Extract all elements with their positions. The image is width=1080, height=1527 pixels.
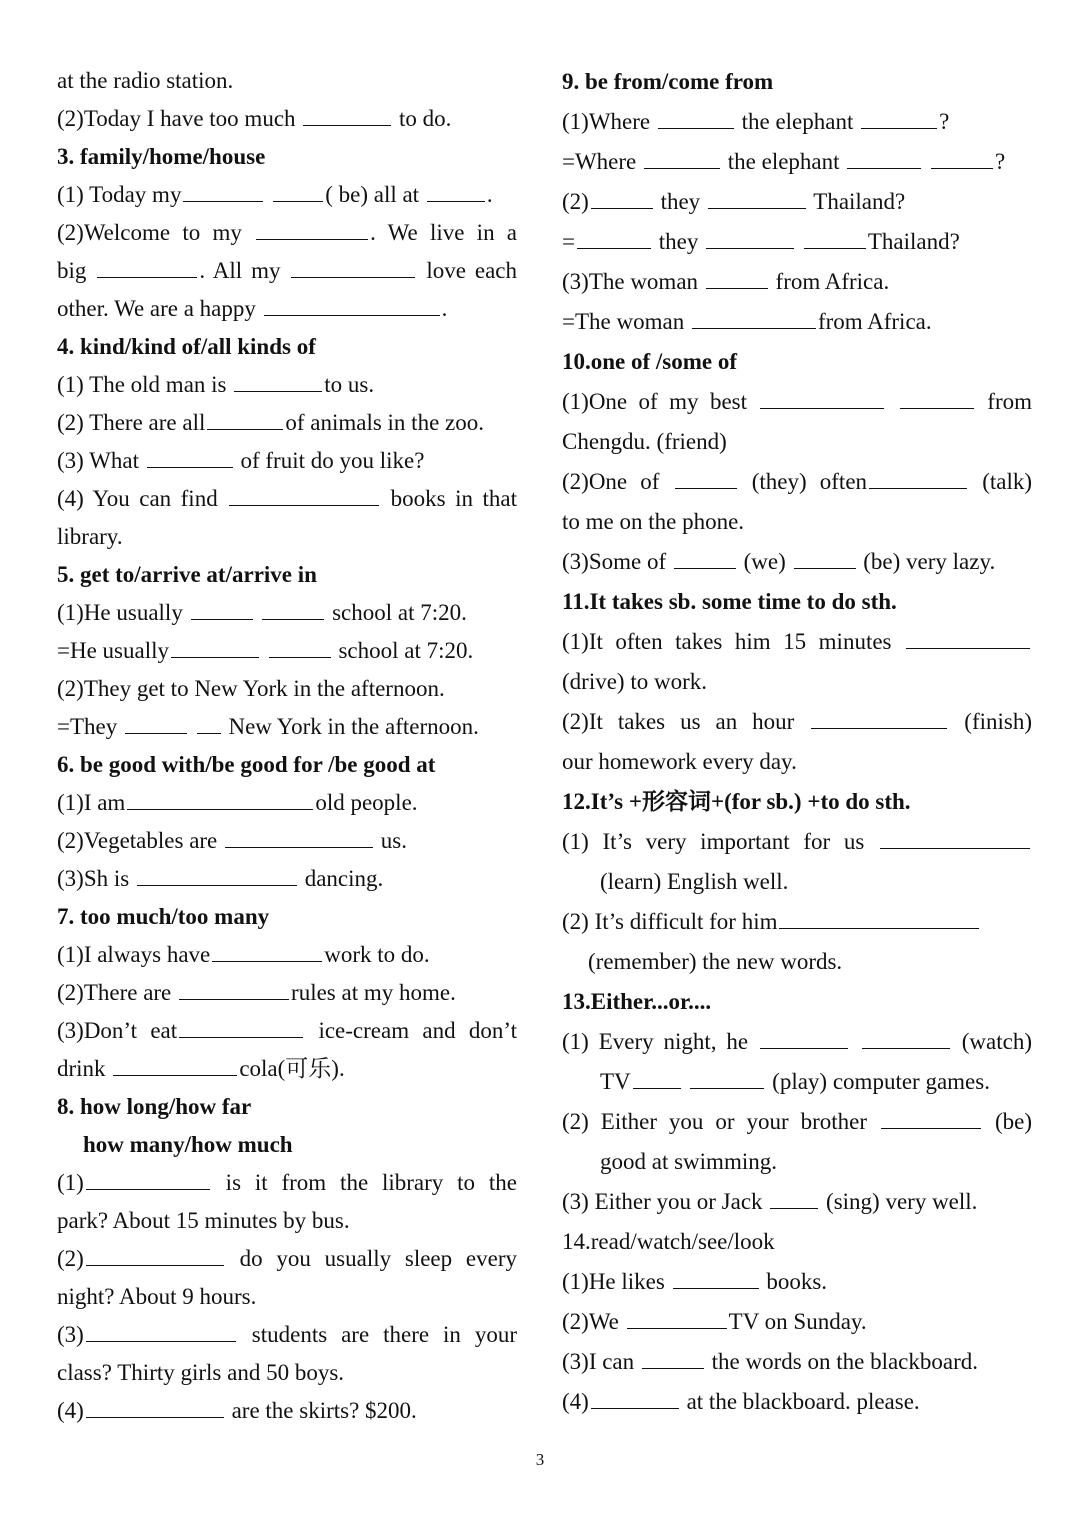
line-text: (4) (562, 1389, 589, 1414)
line-text: 13.Either...or.... (562, 989, 712, 1014)
line-text: how many/how much (83, 1132, 293, 1157)
line-text: 6. be good with/be good for /be good at (57, 752, 436, 777)
answer-blank[interactable] (644, 146, 720, 169)
exercise-line (562, 1342, 1032, 1382)
line-text: (2)Today I have too much (57, 106, 302, 131)
answer-blank[interactable] (577, 226, 651, 249)
line-text: class? Thirty girls and 50 boys. (57, 1360, 345, 1385)
exercise-line (562, 902, 1032, 942)
answer-blank[interactable] (137, 863, 297, 886)
exercise-line (57, 518, 517, 556)
answer-blank[interactable] (183, 179, 263, 202)
section-heading (57, 328, 517, 366)
exercise-line (562, 822, 1032, 862)
exercise-line (57, 480, 517, 518)
line-text: TV (600, 1069, 631, 1094)
section-heading (57, 1088, 517, 1126)
line-text: ice-cream and don’t (305, 1018, 517, 1043)
exercise-line (562, 1302, 1032, 1342)
answer-blank[interactable] (191, 597, 253, 620)
line-text: big (57, 258, 96, 283)
line-text: 5. get to/arrive at/arrive in (57, 562, 317, 587)
line-text: are the skirts? $200. (225, 1398, 417, 1423)
exercise-line (57, 974, 517, 1012)
line-text: =Where (562, 149, 643, 174)
line-text: do you usually sleep every (225, 1246, 517, 1271)
answer-blank[interactable] (633, 1066, 681, 1089)
line-text: dancing. (298, 866, 384, 891)
line-text (265, 182, 271, 207)
line-text: (3) Either you or Jack (562, 1189, 769, 1214)
section-heading (562, 782, 1032, 822)
answer-blank[interactable] (779, 906, 979, 929)
exercise-line (562, 662, 1032, 702)
answer-blank[interactable] (658, 106, 734, 129)
exercise-line (562, 1062, 1032, 1102)
line-text: the words on the blackboard. (705, 1349, 978, 1374)
exercise-line (57, 214, 517, 252)
answer-blank[interactable] (675, 466, 737, 489)
line-text: =The woman (562, 309, 690, 334)
line-text: 4. kind/kind of/all kinds of (57, 334, 316, 359)
answer-blank[interactable] (770, 1186, 818, 1209)
exercise-line (562, 222, 1032, 262)
line-text: (be) very lazy. (857, 549, 996, 574)
line-text: (1)I always have (57, 942, 211, 967)
line-text: (2) Either you or your brother (562, 1109, 879, 1134)
answer-blank[interactable] (869, 466, 967, 489)
answer-blank[interactable] (674, 546, 736, 569)
line-text: the elephant (722, 149, 846, 174)
line-text: from (975, 389, 1032, 414)
line-text: from Africa. (817, 309, 932, 334)
answer-blank[interactable] (179, 1015, 303, 1038)
exercise-line (57, 290, 517, 328)
answer-blank[interactable] (256, 217, 368, 240)
answer-blank[interactable] (125, 711, 187, 734)
answer-blank[interactable] (880, 826, 1030, 849)
line-text: (2)It takes us an hour (562, 709, 810, 734)
exercise-line (57, 936, 517, 974)
line-text (683, 1069, 689, 1094)
line-text: (2) (562, 189, 589, 214)
exercise-line (562, 1022, 1032, 1062)
line-text: (2)One of (562, 469, 673, 494)
line-text (261, 638, 267, 663)
line-text: (drive) to work. (562, 669, 707, 694)
line-text: (talk) (969, 469, 1032, 494)
line-text (886, 389, 897, 414)
line-text: books in that (381, 486, 517, 511)
exercise-line (562, 942, 1032, 982)
line-text: (1)It often takes him 15 minutes (562, 629, 904, 654)
answer-blank[interactable] (900, 386, 974, 409)
line-text: (4) (57, 1398, 84, 1423)
line-text: park? About 15 minutes by bus. (57, 1208, 350, 1233)
line-text: (3)I can (562, 1349, 640, 1374)
line-text: (1) Every night, he (562, 1029, 758, 1054)
line-text: = (562, 229, 575, 254)
line-text: (watch) (951, 1029, 1032, 1054)
section-heading (57, 1126, 517, 1164)
exercise-line (562, 422, 1032, 462)
answer-blank[interactable] (706, 266, 768, 289)
line-text: (4) You can find (57, 486, 228, 511)
exercise-line (562, 622, 1032, 662)
line-text: . All my (199, 258, 290, 283)
line-text: is it from the library to the (211, 1170, 517, 1195)
line-text: students are there in your (237, 1322, 517, 1347)
line-text: (we) (737, 549, 792, 574)
section-heading (57, 746, 517, 784)
section-heading (562, 62, 1032, 102)
line-text: (finish) (949, 709, 1032, 734)
answer-blank[interactable] (127, 787, 313, 810)
exercise-line (562, 1142, 1032, 1182)
section-heading (562, 982, 1032, 1022)
answer-blank[interactable] (862, 1026, 950, 1049)
section-heading (57, 556, 517, 594)
answer-blank[interactable] (642, 1346, 704, 1369)
exercise-line (57, 1164, 517, 1202)
exercise-line (57, 100, 517, 138)
line-text: Chengdu. (friend) (562, 429, 727, 454)
line-text (850, 1029, 860, 1054)
line-text: =He usually (57, 638, 169, 663)
exercise-line (57, 1240, 517, 1278)
line-text: 10.one of /some of (562, 349, 738, 374)
answer-blank[interactable] (197, 711, 221, 734)
answer-blank[interactable] (673, 1266, 759, 1289)
line-text: 3. family/home/house (57, 144, 266, 169)
answer-blank[interactable] (627, 1306, 727, 1329)
line-text: 8. how long/how far (57, 1094, 252, 1119)
answer-blank[interactable] (225, 825, 373, 848)
line-text: . We live in a (370, 220, 517, 245)
answer-blank[interactable] (113, 1053, 237, 1076)
line-text: library. (57, 524, 123, 549)
section-heading (57, 898, 517, 936)
answer-blank[interactable] (811, 706, 947, 729)
exercise-line (57, 1202, 517, 1240)
answer-blank[interactable] (591, 186, 653, 209)
answer-blank[interactable] (147, 445, 233, 468)
line-text: (3) (57, 1322, 84, 1347)
exercise-line (57, 1392, 517, 1430)
line-text: (1)One of my best (562, 389, 759, 414)
answer-blank[interactable] (804, 226, 866, 249)
line-text: (3)Don’t eat (57, 1018, 178, 1043)
line-text: us. (375, 828, 407, 853)
line-text: (3)Some of (562, 549, 672, 574)
answer-blank[interactable] (692, 306, 816, 329)
exercise-line (562, 1102, 1032, 1142)
answer-blank[interactable] (906, 626, 1030, 649)
line-text: (1) (57, 1170, 84, 1195)
line-text: Thailand? (807, 189, 906, 214)
line-text: drink (57, 1056, 112, 1081)
line-text: school at 7:20. (332, 638, 474, 663)
exercise-line (57, 1050, 517, 1088)
answer-blank[interactable] (212, 939, 322, 962)
line-text: (1)He likes (562, 1269, 671, 1294)
exercise-line (562, 102, 1032, 142)
answer-blank[interactable] (269, 635, 331, 658)
line-text: rules at my home. (291, 980, 456, 1005)
line-text: of animals in the zoo. (285, 410, 484, 435)
answer-blank[interactable] (86, 1243, 224, 1266)
exercise-line (562, 862, 1032, 902)
exercise-line (562, 182, 1032, 222)
exercise-line (57, 670, 517, 708)
line-text: (remember) the new words. (588, 949, 843, 974)
line-text: (2)They get to New York in the afternoon. (57, 676, 445, 701)
answer-blank[interactable] (760, 386, 884, 409)
line-text: (1) Today my (57, 182, 182, 207)
line-text: (3)The woman (562, 269, 704, 294)
exercise-line (562, 262, 1032, 302)
line-text: TV on Sunday. (728, 1309, 867, 1334)
answer-blank[interactable] (303, 103, 391, 126)
line-text: at the radio station. (57, 68, 234, 93)
line-text: ( be) all at (325, 182, 425, 207)
exercise-line (562, 302, 1032, 342)
exercise-line (57, 1012, 517, 1050)
exercise-line (57, 594, 517, 632)
answer-blank[interactable] (760, 1026, 848, 1049)
line-text: other. We are a happy (57, 296, 262, 321)
line-text: cola(可乐). (239, 1056, 345, 1081)
line-text: (2) (57, 1246, 84, 1271)
exercise-line (57, 1278, 517, 1316)
answer-blank[interactable] (86, 1319, 236, 1342)
exercise-line (57, 62, 517, 100)
exercise-line (57, 442, 517, 480)
answer-blank[interactable] (262, 597, 324, 620)
line-text: . (441, 296, 448, 321)
exercise-line (562, 1222, 1032, 1262)
line-text: Thailand? (867, 229, 960, 254)
exercise-line (57, 366, 517, 404)
line-text: (1)I am (57, 790, 126, 815)
answer-blank[interactable] (179, 977, 289, 1000)
line-text: to do. (393, 106, 452, 131)
answer-blank[interactable] (591, 1386, 679, 1409)
line-text: (learn) English well. (600, 869, 789, 894)
page-number: 3 (535, 1450, 545, 1469)
line-text: the elephant (735, 109, 860, 134)
answer-blank[interactable] (708, 186, 806, 209)
exercise-line (57, 708, 517, 746)
answer-blank[interactable] (427, 179, 485, 202)
answer-blank[interactable] (794, 546, 856, 569)
line-text: (2) There are all (57, 410, 206, 435)
line-text: books. (760, 1269, 828, 1294)
line-text: (be) (983, 1109, 1032, 1134)
line-text: they (654, 189, 706, 214)
line-text: . (486, 182, 493, 207)
answer-blank[interactable] (207, 407, 283, 430)
answer-blank[interactable] (273, 179, 323, 202)
exercise-line (57, 784, 517, 822)
line-text: (2)There are (57, 980, 178, 1005)
line-text: (1) The old man is (57, 372, 233, 397)
section-heading (562, 342, 1032, 382)
exercise-line (57, 860, 517, 898)
exercise-line (562, 142, 1032, 182)
line-text: to me on the phone. (562, 509, 745, 534)
answer-blank[interactable] (171, 635, 259, 658)
line-text: (1)He usually (57, 600, 189, 625)
line-text: they (652, 229, 705, 254)
exercise-line (57, 822, 517, 860)
exercise-line (562, 1262, 1032, 1302)
line-text: of fruit do you like? (234, 448, 425, 473)
line-text: work to do. (324, 942, 430, 967)
line-text: from Africa. (769, 269, 890, 294)
exercise-line (562, 702, 1032, 742)
line-text: old people. (315, 790, 418, 815)
line-text: 9. be from/come from (562, 69, 774, 94)
exercise-line (57, 176, 517, 214)
exercise-line (562, 462, 1032, 502)
line-text: (they) often (738, 469, 868, 494)
line-text: 14.read/watch/see/look (562, 1229, 775, 1254)
answer-blank[interactable] (881, 1106, 981, 1129)
answer-blank[interactable] (690, 1066, 764, 1089)
exercise-line (57, 632, 517, 670)
line-text: our homework every day. (562, 749, 797, 774)
line-text: (play) computer games. (766, 1069, 990, 1094)
line-text: (3) What (57, 448, 145, 473)
line-text: love each (417, 258, 517, 283)
line-text: (2)Welcome to my (57, 220, 255, 245)
answer-blank[interactable] (234, 369, 322, 392)
line-text: (2)We (562, 1309, 625, 1334)
line-text: =They (57, 714, 123, 739)
answer-blank[interactable] (861, 106, 937, 129)
line-text: 12.It’s +形容词+(for sb.) +to do sth. (562, 789, 911, 814)
section-heading (57, 138, 517, 176)
answer-blank[interactable] (931, 146, 993, 169)
line-text: night? About 9 hours. (57, 1284, 257, 1309)
line-text (796, 229, 802, 254)
right-column (562, 62, 1032, 1422)
answer-blank[interactable] (264, 293, 440, 316)
answer-blank[interactable] (847, 146, 921, 169)
line-text: ? (939, 109, 950, 134)
answer-blank[interactable] (291, 255, 415, 278)
line-text: (3)Sh is (57, 866, 135, 891)
section-heading (562, 582, 1032, 622)
line-text: good at swimming. (600, 1149, 777, 1174)
exercise-line (57, 1316, 517, 1354)
line-text: (sing) very well. (820, 1189, 978, 1214)
line-text: (1) It’s very important for us (562, 829, 878, 854)
line-text: 7. too much/too many (57, 904, 270, 929)
line-text (189, 714, 195, 739)
line-text: to us. (324, 372, 375, 397)
answer-blank[interactable] (97, 255, 197, 278)
line-text: ? (995, 149, 1006, 174)
answer-blank[interactable] (86, 1395, 224, 1418)
exercise-line (562, 382, 1032, 422)
answer-blank[interactable] (229, 483, 379, 506)
line-text: (2) It’s difficult for him (562, 909, 778, 934)
exercise-line (57, 1354, 517, 1392)
line-text: at the blackboard. please. (680, 1389, 920, 1414)
exercise-line (562, 1382, 1032, 1422)
line-text: New York in the afternoon. (222, 714, 479, 739)
line-text (255, 600, 261, 625)
answer-blank[interactable] (86, 1167, 210, 1190)
exercise-line (562, 742, 1032, 782)
exercise-line (562, 1182, 1032, 1222)
exercise-line (562, 542, 1032, 582)
line-text (923, 149, 929, 174)
line-text: school at 7:20. (326, 600, 467, 625)
left-column (57, 62, 517, 1430)
line-text: (1)Where (562, 109, 656, 134)
exercise-line (57, 404, 517, 442)
exercise-line (57, 252, 517, 290)
line-text: (2)Vegetables are (57, 828, 224, 853)
exercise-line (562, 502, 1032, 542)
answer-blank[interactable] (706, 226, 794, 249)
line-text: 11.It takes sb. some time to do sth. (562, 589, 897, 614)
